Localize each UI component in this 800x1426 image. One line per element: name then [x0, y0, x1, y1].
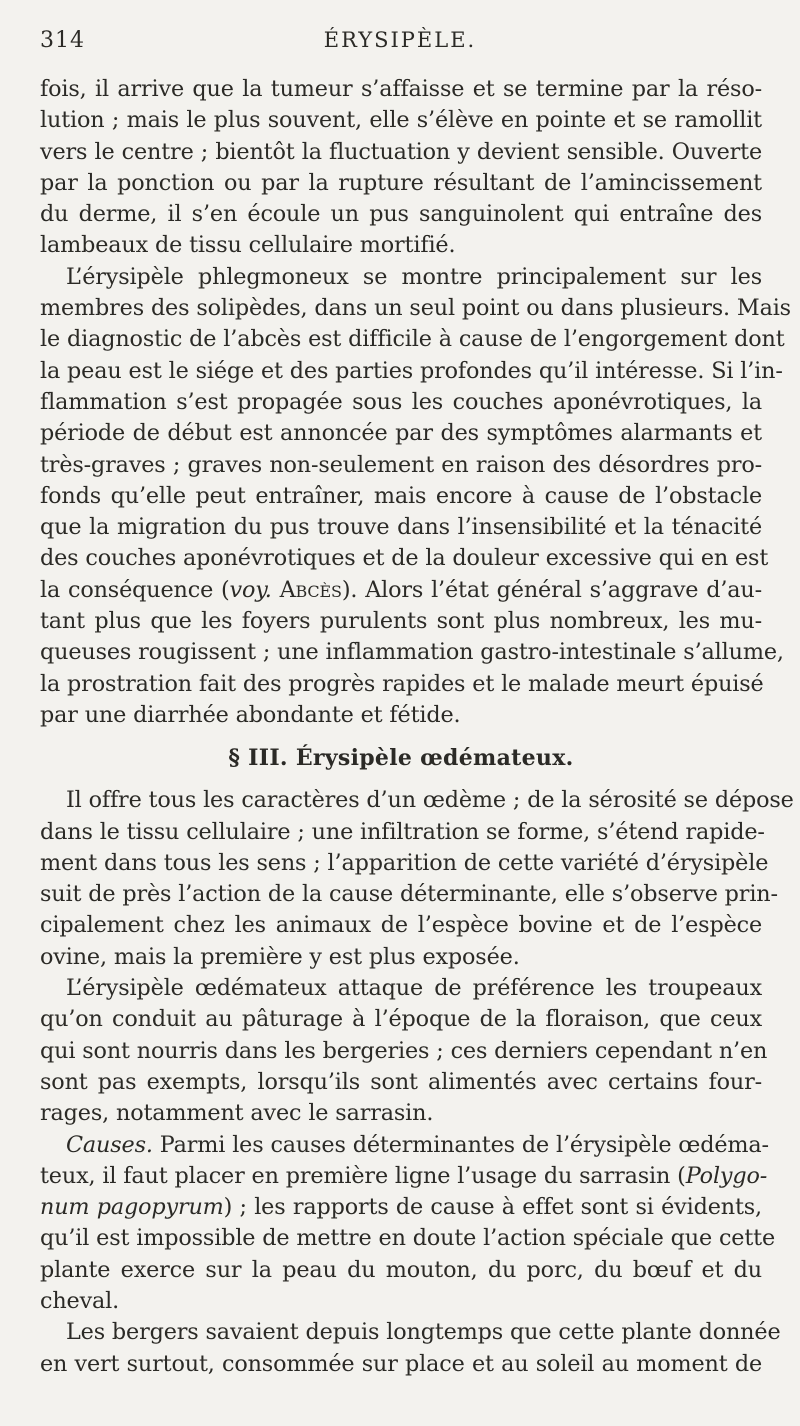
text-line: par une diarrhée abondante et fétide. — [40, 701, 461, 728]
text-line: en vert surtout, consommée sur place et au soleil au moment de — [40, 1350, 762, 1377]
text-line: lambeaux de tissu cellulaire mortifié. — [40, 232, 456, 259]
page-number: 314 — [40, 28, 85, 53]
running-title: ÉRYSIPÈLE. — [323, 28, 477, 52]
latin-name-part: Polygo- — [685, 1162, 768, 1189]
text-line: qui sont nourris dans les bergeries ; ces derniers cependant n’en — [40, 1037, 768, 1064]
text-line: qu’il est impossible de mettre en doute l’action spéciale que cette — [40, 1225, 775, 1252]
running-header — [40, 28, 760, 58]
text-line: Il offre tous les caractères d’un œdème ; de la sérosité se dépose — [66, 787, 794, 814]
text-line: fois, il arrive que la tumeur s’affaisse et se termine par la réso- — [40, 76, 762, 102]
reference-voy: voy. — [229, 576, 272, 603]
text-line: que la migration du pus trouve dans l’insensibilité et la ténacité — [40, 514, 762, 541]
text-line: qu’on conduit au pâturage à l’époque de la floraison, que ceux — [40, 1006, 762, 1033]
text-line: cipalement chez les animaux de l’espèce bovine et de l’espèce — [40, 912, 762, 939]
body-text — [40, 74, 794, 1380]
text-fragment: la conséquence ( — [40, 576, 230, 603]
text-line: très-graves ; graves non-seulement en raison des désordres pro- — [40, 451, 762, 478]
text-line-causes — [40, 1130, 769, 1161]
latin-name-part: num pagopyrum — [40, 1194, 224, 1221]
text-fragment: Parmi les causes déterminantes de l’érysipèle œdéma- — [152, 1131, 769, 1158]
text-line: des couches aponévrotiques et de la douleur excessive qui en est — [40, 545, 769, 572]
text-line: tant plus que les foyers purulents sont plus nombreux, les mu- — [40, 608, 762, 635]
text-line: suit de près l’action de la cause déterminante, elle s’observe prin- — [40, 881, 778, 908]
text-line — [40, 1161, 768, 1192]
text-line: fonds qu’elle peut entraîner, mais encore à cause de l’obstacle — [40, 482, 762, 509]
text-line: cheval. — [40, 1287, 120, 1314]
section-heading: § III. Érysipèle œdémateux. — [228, 745, 574, 772]
text-line: plante exerce sur la peau du mouton, du porc, du bœuf et du — [40, 1256, 762, 1283]
text-line: dans le tissu cellulaire ; une infiltration se forme, s’étend rapide- — [40, 818, 765, 845]
text-line: ment dans tous les sens ; l’apparition de cette variété d’érysipèle — [40, 849, 769, 876]
text-line: L’érysipèle phlegmoneux se montre principalement sur les — [66, 263, 762, 290]
text-line: queuses rougissent ; une inflammation gastro-intestinale s’allume, — [40, 639, 784, 666]
text-line: par la ponction ou par la rupture résultant de l’amincissement — [40, 169, 762, 196]
text-line: le diagnostic de l’abcès est difficile à cause de l’engorgement dont — [40, 326, 785, 353]
reference-target: Abcès — [279, 576, 342, 603]
text-line: la peau est le siége et des parties profondes qu’il intéresse. Si l’in- — [40, 357, 783, 384]
text-fragment: ). Alors l’état général s’aggrave d’au- — [341, 576, 762, 603]
text-line: L’érysipèle œdémateux attaque de préférence les troupeaux — [66, 975, 762, 1002]
text-line: ovine, mais la première y est plus exposée. — [40, 943, 520, 970]
text-line: vers le centre ; bientôt la fluctuation y devient sensible. Ouverte — [40, 138, 762, 165]
causes-label: Causes. — [66, 1131, 153, 1158]
text-fragment: teux, il faut placer en première ligne l’usage du sarrasin ( — [40, 1162, 686, 1189]
text-line-with-reference — [40, 575, 762, 606]
text-line: membres des solipèdes, dans un seul point ou dans plusieurs. Mais — [40, 295, 791, 322]
text-fragment: ) ; les rapports de cause à effet sont si évidents, — [223, 1194, 762, 1221]
text-line: du derme, il s’en écoule un pus sanguinolent qui entraîne des — [40, 201, 762, 228]
text-line: période de début est annoncée par des symptômes alarmants et — [40, 420, 762, 447]
text-line: lution ; mais le plus souvent, elle s’élève en pointe et se ramollit — [40, 107, 762, 134]
text-line: Les bergers savaient depuis longtemps que cette plante donnée — [66, 1319, 781, 1346]
text-line: sont pas exempts, lorsqu’ils sont alimentés avec certains four- — [40, 1068, 762, 1095]
text-line: rages, notamment avec le sarrasin. — [40, 1100, 434, 1127]
text-line: flammation s’est propagée sous les couches aponévrotiques, la — [40, 388, 762, 415]
text-line — [40, 1192, 762, 1223]
text-line: la prostration fait des progrès rapides et le malade meurt épuisé — [40, 670, 764, 697]
